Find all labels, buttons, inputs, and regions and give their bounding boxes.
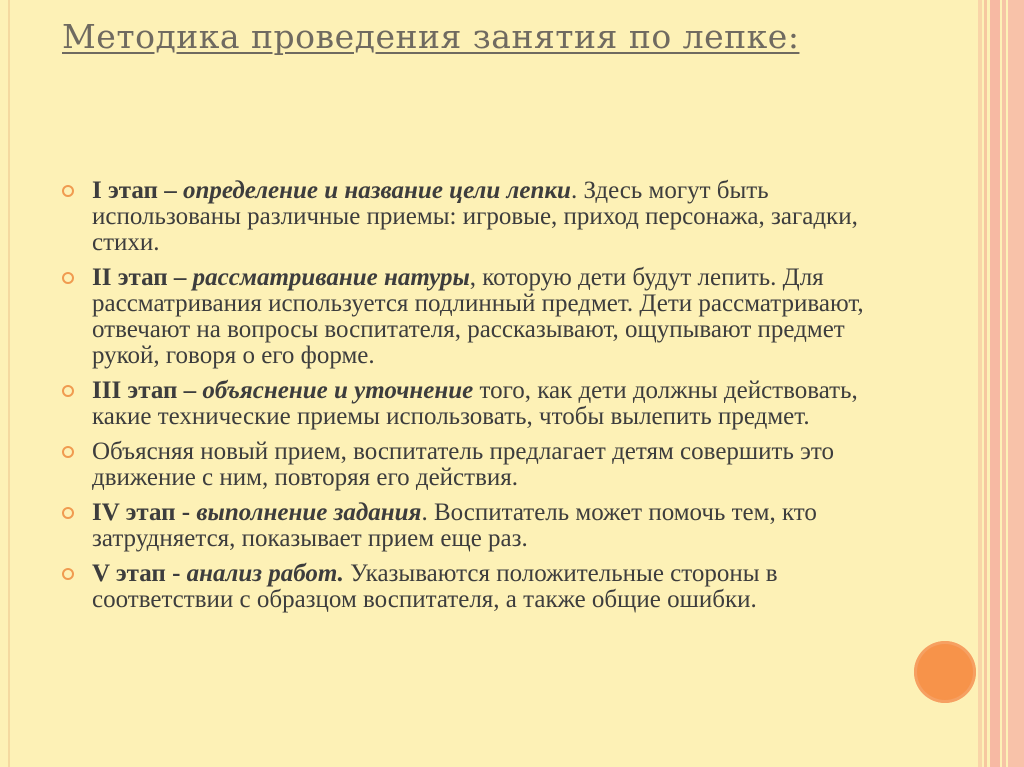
- stripe: [1008, 0, 1024, 767]
- list-item: [62, 265, 882, 369]
- bullet-circle-icon: [62, 272, 74, 284]
- bullet-circle-icon: [62, 446, 74, 458]
- left-border-line: [8, 0, 10, 767]
- bullet-circle-icon: [62, 185, 74, 197]
- right-decorative-stripes: [978, 0, 1024, 767]
- bullet-circle-icon: [62, 385, 74, 397]
- list-item: [62, 178, 882, 256]
- list-item: [62, 500, 882, 552]
- stage-text: , которую дети будут лепить. Для рассматривания используется подлинный предмет. Дети рассматривают, отвечают на вопросы воспитателя, рассказывают, ощупывают предмет рукой, говоря о его форме.: [92, 264, 864, 369]
- list-item: [62, 561, 882, 613]
- stage-label: I этап –: [92, 177, 183, 204]
- bullet-circle-icon: [62, 568, 74, 580]
- stripe: [1002, 0, 1006, 767]
- stage-emphasis: выполнение задания: [196, 499, 422, 526]
- decorative-orange-circle: [914, 641, 976, 703]
- stripe: [990, 0, 1000, 767]
- list-item: [62, 378, 882, 430]
- stripe: [984, 0, 987, 767]
- stage-text: того, как дети должны действовать, какие технические приемы использовать, чтобы вылепить предмет.: [92, 377, 858, 430]
- stage-text: . Воспитатель может помочь тем, кто затрудняется, показывает прием еще раз.: [92, 499, 817, 552]
- stage-label: V этап -: [92, 560, 187, 587]
- stage-text: Объясняя новый прием, воспитатель предлагает детям совершить это движение с ним, повторяя его действия.: [92, 438, 834, 491]
- stage-list: [62, 178, 882, 622]
- stage-text: . Здесь могут быть использованы различные приемы: игровые, приход персонажа, загадки, стихи.: [92, 177, 858, 256]
- stage-emphasis: определение и название цели лепки: [182, 177, 571, 204]
- stage-emphasis: объяснение и уточнение: [202, 377, 474, 404]
- stage-text: Указываются положительные стороны в соответствии с образцом воспитателя, а также общие ошибки.: [92, 560, 778, 613]
- bullet-circle-icon: [62, 507, 74, 519]
- stage-emphasis: анализ работ.: [186, 560, 344, 587]
- stage-emphasis: рассматривание натуры: [192, 264, 470, 291]
- slide-title: Методика проведения занятия по лепке:: [62, 17, 800, 56]
- stripe: [978, 0, 982, 767]
- stage-label: IV этап -: [92, 499, 197, 526]
- stage-label: II этап –: [92, 264, 193, 291]
- list-item: [62, 439, 882, 491]
- stage-label: III этап –: [92, 377, 203, 404]
